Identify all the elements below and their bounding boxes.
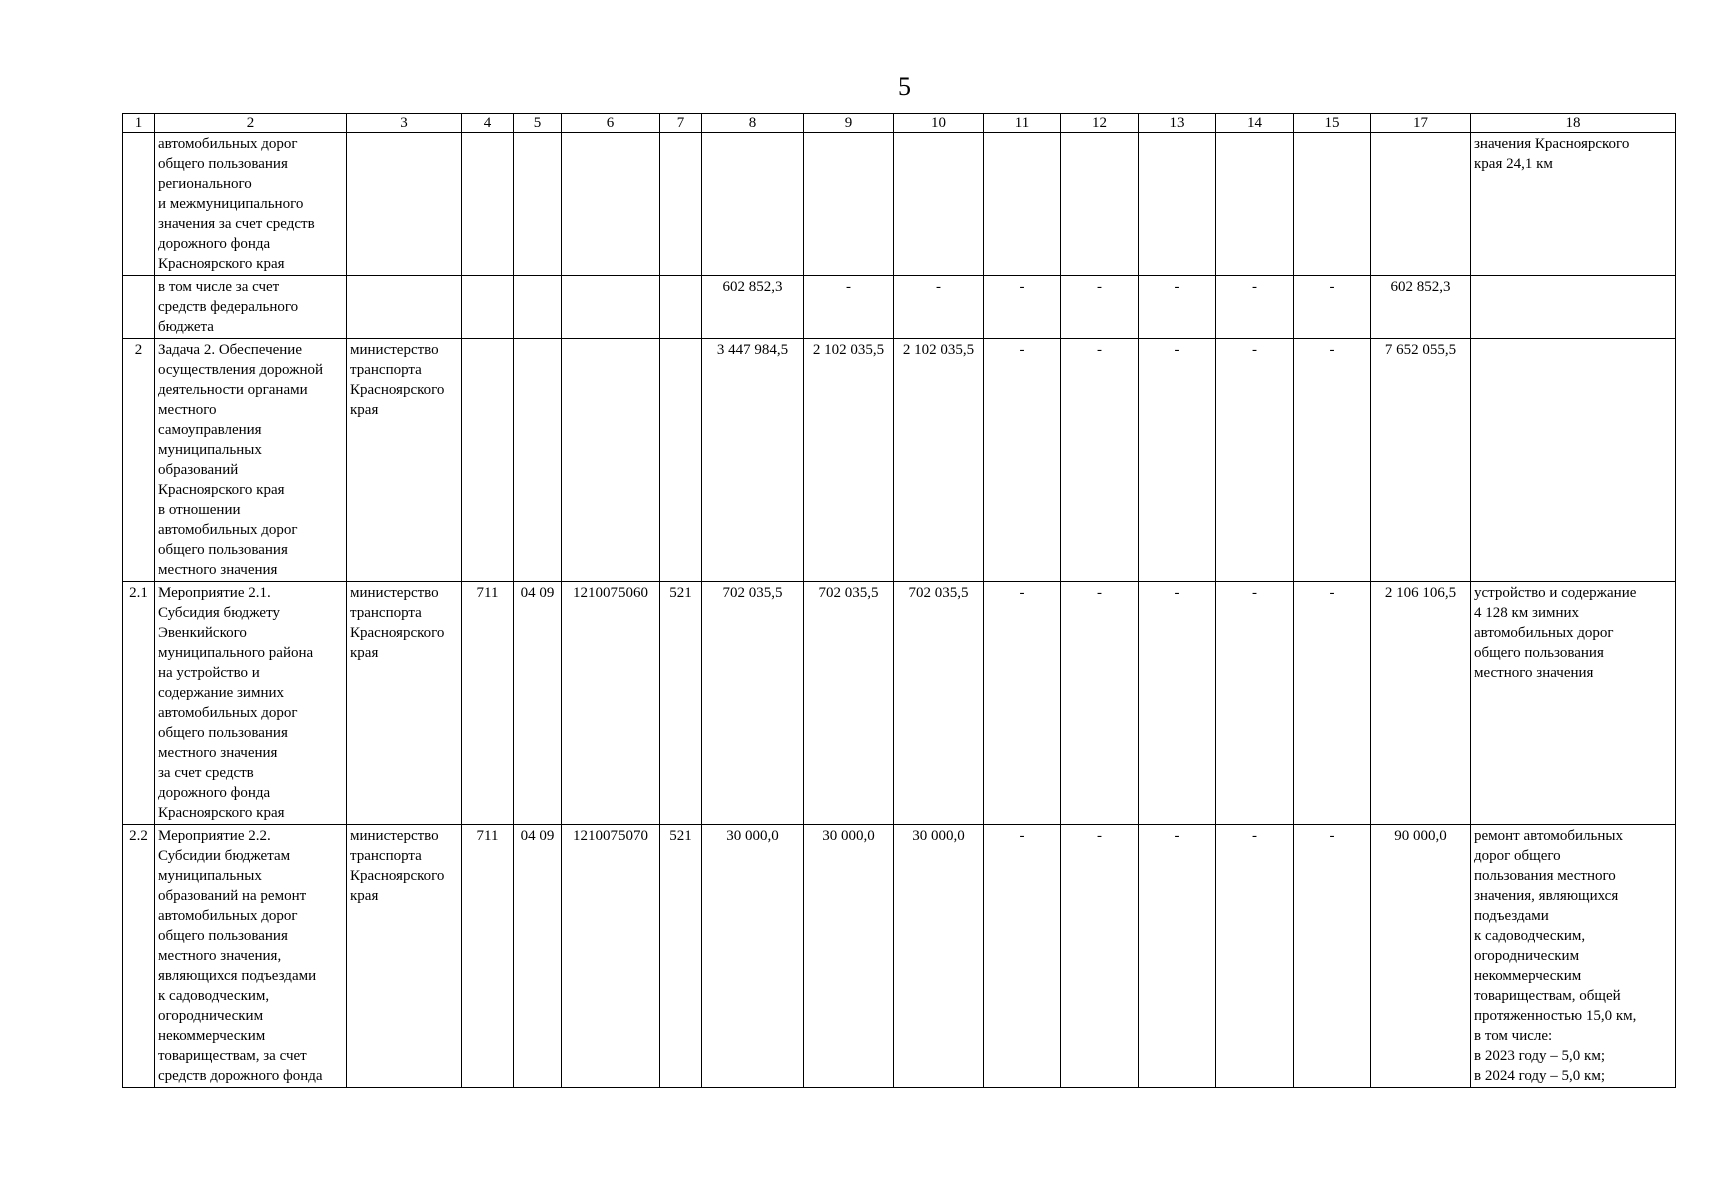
table-cell-c11 (984, 582, 1061, 825)
column-header: 12 (1061, 114, 1139, 133)
cell-text: 602 852,3 (722, 279, 783, 295)
column-header: 3 (347, 114, 462, 133)
table-cell-c6 (562, 825, 660, 1088)
table-cell-c11 (984, 276, 1061, 339)
cell-text: устройство и содержание 4 128 км зимних автомобильных дорог общего пользования местного значения (1474, 585, 1637, 681)
table-cell-c18 (1471, 133, 1676, 276)
table-cell-c14 (1216, 276, 1294, 339)
column-header: 11 (984, 114, 1061, 133)
cell-text: в том числе за счет средств федерального бюджета (158, 279, 299, 335)
cell-text: 702 035,5 (722, 585, 783, 601)
cell-text: 30 000,0 (912, 828, 965, 844)
table-cell-c8 (702, 825, 804, 1088)
cell-text: 702 035,5 (908, 585, 969, 601)
table-cell-c17 (1371, 276, 1471, 339)
table-cell-c18 (1471, 276, 1676, 339)
table-cell-c12 (1061, 582, 1139, 825)
column-header: 1 (123, 114, 155, 133)
header-row (123, 114, 1676, 133)
table-cell-c17 (1371, 339, 1471, 582)
table-cell-c9 (804, 276, 894, 339)
page-number: 5 (898, 72, 911, 101)
table-cell-c17 (1371, 582, 1471, 825)
table-cell-c18 (1471, 339, 1676, 582)
table-cell-c14 (1216, 825, 1294, 1088)
table-cell-c9 (804, 825, 894, 1088)
cell-text: министерство транспорта Красноярского края (350, 828, 445, 904)
table-cell-c2 (155, 339, 347, 582)
cell-text: - (1252, 585, 1257, 601)
table-cell-c15 (1294, 825, 1371, 1088)
table-row (123, 133, 1676, 276)
table-cell-c13 (1139, 339, 1216, 582)
table-cell-c6 (562, 339, 660, 582)
table-cell-c11 (984, 133, 1061, 276)
table-cell-c18 (1471, 582, 1676, 825)
cell-text: - (936, 279, 941, 295)
cell-text: 04 09 (520, 828, 555, 844)
table-cell-c13 (1139, 276, 1216, 339)
cell-text: - (1174, 342, 1180, 358)
table-cell-c5 (514, 133, 562, 276)
cell-text: - (1174, 279, 1180, 295)
cell-text: 702 035,5 (818, 585, 879, 601)
table-cell-c10 (894, 825, 984, 1088)
cell-text: министерство транспорта Красноярского края (350, 342, 445, 418)
column-header: 18 (1471, 114, 1676, 133)
cell-text: 521 (669, 828, 692, 844)
table-cell-c15 (1294, 133, 1371, 276)
table-cell-c12 (1061, 825, 1139, 1088)
cell-text: Задача 2. Обеспечение осуществления дорожной деятельности органами местного самоуправления муниципальных образований Красноярского края в отношении автомобильных дорог общего пользования местного значения (158, 342, 324, 578)
cell-text: - (1019, 585, 1025, 601)
cell-text: 711 (476, 585, 499, 601)
cell-text: 1210075070 (573, 828, 648, 844)
table-cell-c6 (562, 276, 660, 339)
table-cell-c7 (660, 339, 702, 582)
table-cell-c12 (1061, 339, 1139, 582)
table-cell-c10 (894, 582, 984, 825)
cell-text: - (1174, 585, 1180, 601)
table-cell-c12 (1061, 276, 1139, 339)
table-cell-c3 (347, 133, 462, 276)
table-cell-c9 (804, 339, 894, 582)
cell-text: 2 (134, 342, 143, 358)
cell-text: 30 000,0 (822, 828, 875, 844)
table-cell-c15 (1294, 339, 1371, 582)
table-cell-c3 (347, 825, 462, 1088)
table-cell-c8 (702, 582, 804, 825)
cell-text: - (1019, 828, 1025, 844)
cell-text: - (1174, 828, 1180, 844)
table-cell-c1 (123, 133, 155, 276)
table-cell-c15 (1294, 276, 1371, 339)
table-cell-c5 (514, 582, 562, 825)
table-cell-c7 (660, 825, 702, 1088)
table-cell-c7 (660, 276, 702, 339)
table-cell-c7 (660, 582, 702, 825)
table-cell-c14 (1216, 339, 1294, 582)
column-header: 15 (1294, 114, 1371, 133)
table-cell-c10 (894, 276, 984, 339)
table-cell-c4 (462, 582, 514, 825)
table-row (123, 339, 1676, 582)
table-cell-c11 (984, 339, 1061, 582)
table-cell-c17 (1371, 133, 1471, 276)
cell-text: 602 852,3 (1390, 279, 1451, 295)
cell-text: - (1329, 342, 1335, 358)
table-cell-c3 (347, 276, 462, 339)
table-cell-c5 (514, 339, 562, 582)
table-cell-c5 (514, 825, 562, 1088)
table-cell-c4 (462, 339, 514, 582)
cell-text: Мероприятие 2.2. Субсидии бюджетам муниципальных образований на ремонт автомобильных дорог общего пользования местного значения, являющихся подъездами к садоводческим, огородническим некоммерческим товариществам, за счет средств дорожного фонда (158, 828, 323, 1084)
cell-text: 7 652 055,5 (1384, 342, 1457, 358)
cell-text: - (1329, 828, 1335, 844)
table-cell-c8 (702, 339, 804, 582)
cell-text: - (1097, 585, 1102, 601)
cell-text: 3 447 984,5 (716, 342, 789, 358)
table-cell-c6 (562, 133, 660, 276)
cell-text: - (1019, 342, 1025, 358)
table-cell-c8 (702, 133, 804, 276)
cell-text: 2 106 106,5 (1384, 585, 1457, 601)
table-cell-c15 (1294, 582, 1371, 825)
cell-text: - (1097, 342, 1102, 358)
column-header: 10 (894, 114, 984, 133)
cell-text: 90 000,0 (1394, 828, 1447, 844)
budget-table (122, 113, 1676, 1088)
table-cell-c13 (1139, 133, 1216, 276)
table-cell-c3 (347, 582, 462, 825)
table-cell-c4 (462, 276, 514, 339)
column-header: 6 (562, 114, 660, 133)
table-cell-c13 (1139, 582, 1216, 825)
cell-text: 2.1 (129, 585, 148, 601)
column-header: 8 (702, 114, 804, 133)
cell-text: автомобильных дорог общего пользования регионального и межмуниципального значения за счет средств дорожного фонда Красноярского края (158, 136, 315, 272)
cell-text: 521 (669, 585, 692, 601)
cell-text: 2 102 035,5 (902, 342, 975, 358)
table-cell-c1 (123, 339, 155, 582)
cell-text: - (1097, 279, 1102, 295)
cell-text: 1210075060 (573, 585, 648, 601)
cell-text: - (1252, 828, 1257, 844)
column-header: 14 (1216, 114, 1294, 133)
table-cell-c18 (1471, 825, 1676, 1088)
table-row (123, 582, 1676, 825)
cell-text: 2 102 035,5 (812, 342, 885, 358)
cell-text: 30 000,0 (726, 828, 779, 844)
cell-text: министерство транспорта Красноярского края (350, 585, 445, 661)
table-cell-c12 (1061, 133, 1139, 276)
table-cell-c14 (1216, 582, 1294, 825)
table-cell-c17 (1371, 825, 1471, 1088)
table-cell-c2 (155, 582, 347, 825)
table-cell-c10 (894, 339, 984, 582)
table-cell-c9 (804, 582, 894, 825)
column-header: 7 (660, 114, 702, 133)
cell-text: 2.2 (129, 828, 148, 844)
cell-text: - (1097, 828, 1102, 844)
column-header: 5 (514, 114, 562, 133)
cell-text: Мероприятие 2.1. Субсидия бюджету Эвенкийского муниципального района на устройство и содержание зимних автомобильных дорог общего пользования местного значения за счет средств дорожного фонда Красноярского края (158, 585, 314, 821)
column-header: 17 (1371, 114, 1471, 133)
table-cell-c4 (462, 133, 514, 276)
cell-text: - (1329, 585, 1335, 601)
column-header: 2 (155, 114, 347, 133)
table-cell-c1 (123, 825, 155, 1088)
cell-text: значения Красноярского края 24,1 км (1474, 136, 1630, 172)
cell-text: - (1019, 279, 1025, 295)
table-cell-c8 (702, 276, 804, 339)
cell-text: - (1252, 342, 1257, 358)
cell-text: 04 09 (520, 585, 555, 601)
cell-text: ремонт автомобильных дорог общего пользования местного значения, являющихся подъездами к садоводческим, огородническим некоммерческим товариществам, общей протяженностью 15,0 км, в том числе: в 2023 году – 5,0 км; в 2024 году – 5,0 км; (1474, 828, 1637, 1084)
table-cell-c5 (514, 276, 562, 339)
table-cell-c2 (155, 133, 347, 276)
table-cell-c3 (347, 339, 462, 582)
table-cell-c14 (1216, 133, 1294, 276)
table-cell-c11 (984, 825, 1061, 1088)
cell-text: - (1329, 279, 1335, 295)
table-cell-c6 (562, 582, 660, 825)
table-row (123, 825, 1676, 1088)
table-cell-c10 (894, 133, 984, 276)
column-header: 9 (804, 114, 894, 133)
table-cell-c2 (155, 276, 347, 339)
cell-text: - (846, 279, 851, 295)
table-cell-c1 (123, 276, 155, 339)
table-cell-c13 (1139, 825, 1216, 1088)
table-cell-c2 (155, 825, 347, 1088)
cell-text: 711 (476, 828, 499, 844)
table-cell-c4 (462, 825, 514, 1088)
table-cell-c7 (660, 133, 702, 276)
column-header: 13 (1139, 114, 1216, 133)
table-cell-c9 (804, 133, 894, 276)
table-row (123, 276, 1676, 339)
column-header: 4 (462, 114, 514, 133)
table-cell-c1 (123, 582, 155, 825)
cell-text: - (1252, 279, 1257, 295)
